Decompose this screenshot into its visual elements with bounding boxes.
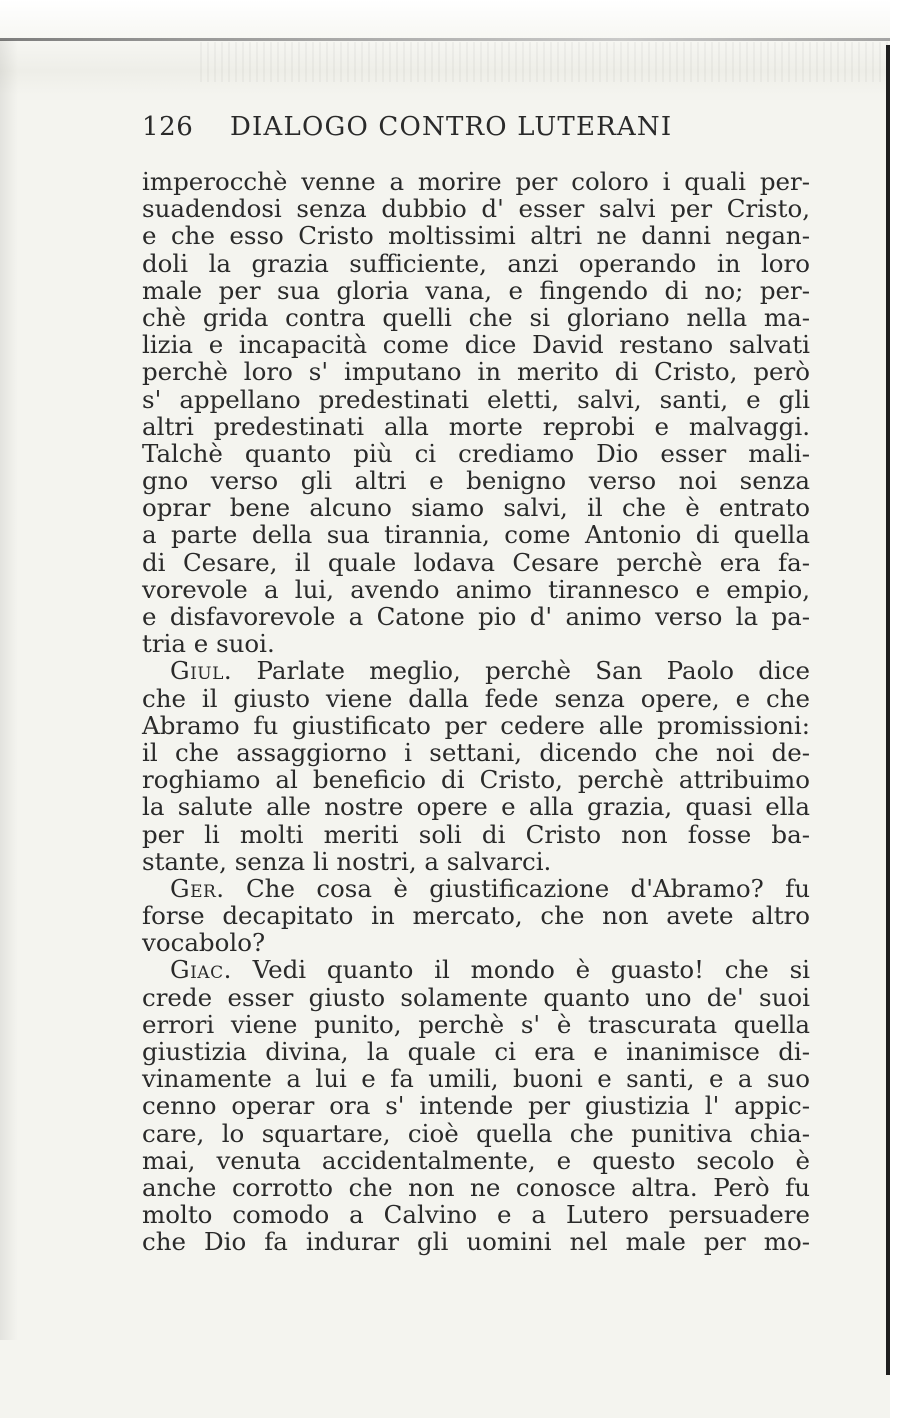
scan-edge-line xyxy=(0,38,890,41)
text-line xyxy=(142,549,810,576)
line-text: e che esso Cristo moltissimi altri ne danni negan- xyxy=(142,221,810,251)
line-text: oprar bene alcuno siamo salvi, il che è entrato xyxy=(142,493,810,523)
text-line xyxy=(142,712,810,739)
text-line xyxy=(142,848,810,875)
text-line xyxy=(142,440,810,467)
line-text: gno verso gli altri e benigno verso noi senza xyxy=(142,466,810,496)
scan-noise xyxy=(200,42,890,82)
line-text: mai, venuta accidentalmente, e questo secolo è xyxy=(142,1145,810,1175)
line-text: forse decapitato in mercato, che non avete altro xyxy=(142,901,810,931)
line-text: suadendosi senza dubbio d' esser salvi per Cristo, xyxy=(142,194,810,224)
line-text: stante, senza li nostri, a salvarci. xyxy=(142,846,552,876)
text-line xyxy=(142,1011,810,1038)
line-text: altri predestinati alla morte reprobi e malvaggi. xyxy=(142,411,810,441)
text-line xyxy=(142,793,810,820)
line-text: tria e suoi. xyxy=(142,629,275,659)
line-text: doli la grazia sufficiente, anzi operando in loro xyxy=(142,248,810,278)
line-text: per li molti meriti soli di Cristo non fosse ba- xyxy=(142,819,810,849)
line-text: Abramo fu giustificato per cedere alle promissioni: xyxy=(142,710,810,740)
line-text: chè grida contra quelli che si gloriano nella ma- xyxy=(142,302,810,332)
line-text: la salute alle nostre opere e alla grazia, quasi ella xyxy=(142,792,810,822)
speaker-name: Giul. xyxy=(170,656,233,686)
text-line xyxy=(142,413,810,440)
line-text: s' appellano predestinati eletti, salvi, santi, e gli xyxy=(142,384,810,414)
line-text: che Dio fa indurar gli uomini nel male per mo- xyxy=(142,1227,810,1257)
text-line xyxy=(142,929,810,956)
text-line xyxy=(142,821,810,848)
text-line xyxy=(142,250,810,277)
text-line xyxy=(142,1092,810,1119)
text-line xyxy=(142,603,810,630)
line-text: vinamente a lui e fa umili, buoni e santi, e a suo xyxy=(142,1064,810,1094)
line-text: anche corrotto che non ne conosce altra. Però fu xyxy=(142,1172,810,1202)
line-text: errori viene punito, perchè s' è trascurata quella xyxy=(142,1009,810,1039)
text-line xyxy=(142,1120,810,1147)
line-text: Parlate meglio, perchè San Paolo dice xyxy=(232,656,810,686)
running-title: DIALOGO CONTRO LUTERANI xyxy=(230,112,673,142)
line-text: Vedi quanto il mondo è guasto! che si xyxy=(231,955,810,985)
speaker-name: Ger. xyxy=(170,873,225,903)
body-text xyxy=(142,168,810,1256)
line-text: cenno operar ora s' intende per giustizia l' appic- xyxy=(142,1091,810,1121)
text-line xyxy=(142,467,810,494)
line-text: imperocchè venne a morire per coloro i quali per- xyxy=(142,167,810,196)
text-line xyxy=(142,1038,810,1065)
line-text: vorevole a lui, avendo animo tirannesco e empio, xyxy=(142,574,810,604)
text-line xyxy=(142,1228,810,1255)
book-page xyxy=(142,112,810,1256)
text-line xyxy=(142,1147,810,1174)
text-line xyxy=(142,521,810,548)
page-number: 126 xyxy=(142,112,194,142)
text-line xyxy=(142,766,810,793)
line-text: a parte della sua tirannia, come Antonio di quella xyxy=(142,520,810,550)
text-line xyxy=(142,875,810,902)
text-line xyxy=(142,1174,810,1201)
speaker-name: Giac. xyxy=(170,955,232,985)
text-line xyxy=(142,739,810,766)
line-text: crede esser giusto solamente quanto uno de' suoi xyxy=(142,982,810,1012)
text-line xyxy=(142,331,810,358)
text-line xyxy=(142,956,810,983)
line-text: giustizia divina, la quale ci era e inanimisce di- xyxy=(142,1037,810,1066)
scan-left-shadow xyxy=(0,40,18,1340)
text-line xyxy=(142,984,810,1011)
scan-right-margin xyxy=(890,0,900,1418)
text-line xyxy=(142,1065,810,1092)
text-line xyxy=(142,902,810,929)
line-text: vocabolo? xyxy=(142,928,266,958)
text-line xyxy=(142,386,810,413)
text-line xyxy=(142,494,810,521)
line-text: roghiamo al beneficio di Cristo, perchè attribuimo xyxy=(142,765,810,795)
text-line xyxy=(142,195,810,222)
text-line xyxy=(142,358,810,385)
line-text: perchè loro s' imputano in merito di Cristo, però xyxy=(142,357,810,387)
line-text: che il giusto viene dalla fede senza opere, e che xyxy=(142,683,810,713)
text-line xyxy=(142,304,810,331)
text-line xyxy=(142,685,810,712)
text-line xyxy=(142,222,810,249)
line-text: e disfavorevole a Catone pio d' animo verso la pa- xyxy=(142,602,810,631)
line-text: Che cosa è giustificazione d'Abramo? fu xyxy=(224,873,810,903)
line-text: lizia e incapacità come dice David restano salvati xyxy=(142,330,810,360)
line-text: il che assaggiorno i settani, dicendo che noi de- xyxy=(142,737,810,767)
running-head xyxy=(142,112,810,152)
line-text: di Cesare, il quale lodava Cesare perchè era fa- xyxy=(142,547,810,577)
line-text: male per sua gloria vana, e fingendo di no; per- xyxy=(142,275,810,305)
text-line xyxy=(142,277,810,304)
line-text: care, lo squartare, cioè quella che punitiva chia- xyxy=(142,1118,810,1148)
text-line xyxy=(142,576,810,603)
line-text: molto comodo a Calvino e a Lutero persuadere xyxy=(142,1200,810,1230)
text-line xyxy=(142,1201,810,1228)
text-line xyxy=(142,657,810,684)
line-text: Talchè quanto più ci crediamo Dio esser mali- xyxy=(142,438,810,468)
text-line xyxy=(142,630,810,657)
text-line xyxy=(142,168,810,195)
